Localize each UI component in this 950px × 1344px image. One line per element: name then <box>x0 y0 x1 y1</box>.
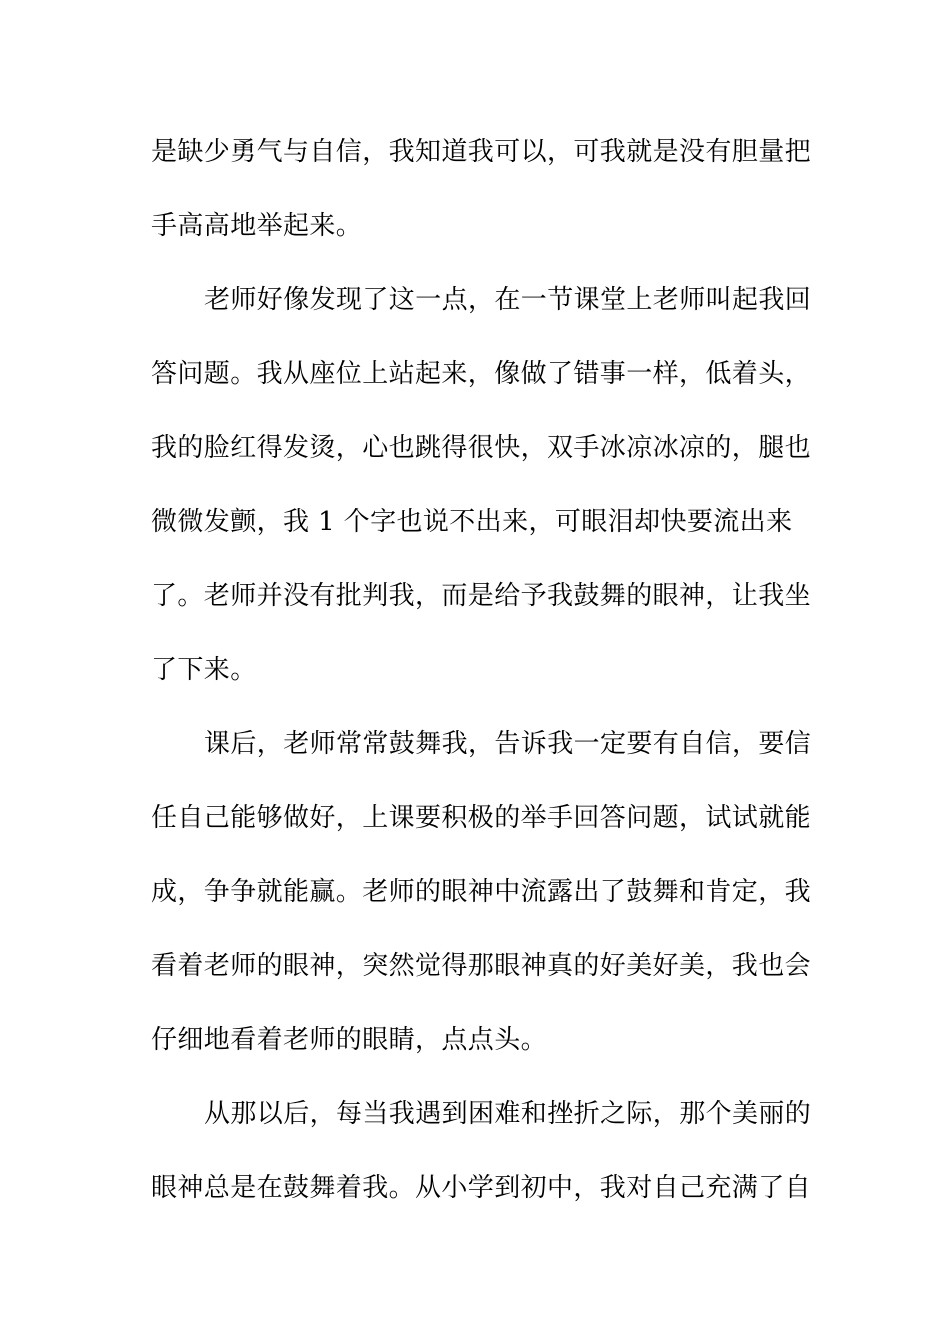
text-line: 眼神总是在鼓舞着我。从小学到初中，我对自己充满了自 <box>151 1173 812 1203</box>
text-line: 手高高地举起来。 <box>151 211 363 241</box>
text-line: 看着老师的眼神，突然觉得那眼神真的好美好美，我也会 <box>151 951 812 981</box>
text-line: 了下来。 <box>151 655 257 685</box>
text-line: 仔细地看着老师的眼睛，点点头。 <box>151 1025 548 1055</box>
text-line: 是缺少勇气与自信，我知道我可以，可我就是没有胆量把 <box>151 137 812 167</box>
paragraph-start-line: 课后，老师常常鼓舞我，告诉我一定要有自信，要信 <box>204 729 812 759</box>
paragraph-start-line: 从那以后，每当我遇到困难和挫折之际，那个美丽的 <box>204 1099 812 1129</box>
paragraph-start-line: 老师好像发现了这一点，在一节课堂上老师叫起我回 <box>204 285 812 315</box>
text-line: 答问题。我从座位上站起来，像做了错事一样，低着头， <box>151 359 812 389</box>
text-line: 任自己能够做好，上课要积极的举手回答问题，试试就能 <box>151 803 812 833</box>
text-line: 了。老师并没有批判我，而是给予我鼓舞的眼神，让我坐 <box>151 581 812 611</box>
body-text <box>151 129 812 1239</box>
text-line: 成，争争就能赢。老师的眼神中流露出了鼓舞和肯定，我 <box>151 877 812 907</box>
text-line: 微微发颤，我 1 个字也说不出来，可眼泪却快要流出来 <box>151 507 793 537</box>
text-line: 我的脸红得发烫，心也跳得很快，双手冰凉冰凉的，腿也 <box>151 433 812 463</box>
